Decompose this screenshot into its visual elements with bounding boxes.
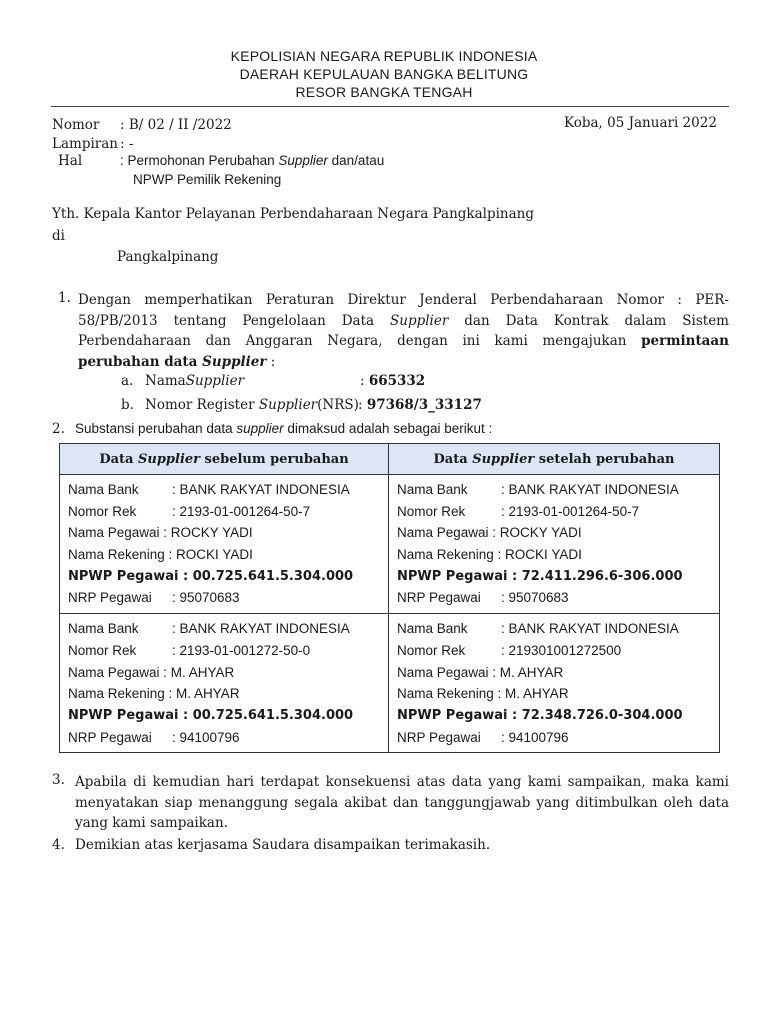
pegawai-line: Nama Pegawai : ROCKY YADI xyxy=(397,525,582,541)
item-1a-number: a. xyxy=(121,373,134,389)
item-1b-value: : 97368/3_33127 xyxy=(358,397,482,413)
cell-before-2 xyxy=(60,614,389,753)
pegawai-line: Nama Pegawai : M. AHYAR xyxy=(397,664,564,680)
item-4-number: 4. xyxy=(52,837,65,853)
item-1b-number: b. xyxy=(121,397,134,413)
addressee-line-1: Yth. Kepala Kantor Pelayanan Perbendaharaan Negara Pangkalpinang xyxy=(52,206,534,222)
bank-line: Nama Bank : BANK RAKYAT INDONESIA xyxy=(68,621,350,637)
rekening-line: Nama Rekening : M. AHYAR xyxy=(68,686,240,702)
table-row xyxy=(60,614,720,753)
item-3-paragraph: Apabila di kemudian hari terdapat konsekuensi atas data yang kami sampaikan, maka kami menyatakan siap menanggung segala akibat dan tanggungjawab yang ditimbulkan oleh data yang kami sampaikan. xyxy=(75,774,729,831)
nrp-line: NRP Pegawai : 95070683 xyxy=(68,590,240,606)
rekening-line: Nama Rekening : ROCKI YADI xyxy=(397,547,582,563)
rekening-line: Nama Rekening : M. AHYAR xyxy=(397,686,569,702)
letterhead-line-2: DAERAH KEPULAUAN BANGKA BELITUNG xyxy=(239,66,529,82)
place-date: Koba, 05 Januari 2022 xyxy=(564,115,717,131)
nrp-line: NRP Pegawai : 94100796 xyxy=(397,729,569,745)
pegawai-line: Nama Pegawai : ROCKY YADI xyxy=(68,525,253,541)
npwp-line: NPWP Pegawai : 72.411.296.6-306.000 xyxy=(397,568,683,584)
hal-value-line-1: : Permohonan Perubahan Supplier dan/atau xyxy=(120,153,385,168)
item-1-number: 1. xyxy=(58,290,71,306)
rek-line: Nomor Rek : 2193-01-001264-50-7 xyxy=(397,503,640,519)
item-1b-label: Nomor Register Supplier(NRS) xyxy=(145,397,359,413)
table-row xyxy=(60,475,720,614)
addressee-line-2: di xyxy=(52,228,65,244)
rek-line: Nomor Rek : 219301001272500 xyxy=(397,642,622,658)
nomor-label: Nomor xyxy=(52,117,100,133)
item-1a-value: : 665332 xyxy=(360,373,426,389)
bank-line: Nama Bank : BANK RAKYAT INDONESIA xyxy=(68,482,350,497)
header-before: Data Supplier sebelum perubahan xyxy=(60,444,389,475)
letterhead-divider xyxy=(51,106,729,107)
table-header-row xyxy=(60,444,720,475)
item-1a-label: NamaSupplier xyxy=(145,373,245,389)
nomor-value: : B/ 02 / II /2022 xyxy=(120,117,232,133)
rek-line: Nomor Rek : 2193-01-001264-50-7 xyxy=(68,503,311,519)
supplier-change-table xyxy=(59,443,720,753)
cell-after-1 xyxy=(389,475,720,614)
npwp-line: NPWP Pegawai : 00.725.641.5.304.000 xyxy=(68,707,354,723)
cell-before-1 xyxy=(60,475,389,614)
nrp-line: NRP Pegawai : 94100796 xyxy=(68,729,240,745)
npwp-line: NPWP Pegawai : 00.725.641.5.304.000 xyxy=(68,568,354,584)
bank-line: Nama Bank : BANK RAKYAT INDONESIA xyxy=(397,621,679,637)
item-3-number: 3. xyxy=(52,772,65,788)
npwp-line: NPWP Pegawai : 72.348.726.0-304.000 xyxy=(397,707,683,723)
addressee-line-3: Pangkalpinang xyxy=(117,249,219,265)
lampiran-label: Lampiran xyxy=(52,136,118,152)
letterhead-line-3: RESOR BANGKA TENGAH xyxy=(295,84,473,100)
item-4-text: Demikian atas kerjasama Saudara disampaikan terimakasih. xyxy=(75,837,491,853)
pegawai-line: Nama Pegawai : M. AHYAR xyxy=(68,664,235,680)
hal-label: Hal xyxy=(58,153,83,169)
rekening-line: Nama Rekening : ROCKI YADI xyxy=(68,547,253,563)
lampiran-value: : - xyxy=(120,136,134,152)
hal-value-line-2: NPWP Pemilik Rekening xyxy=(133,172,282,187)
item-1-paragraph: Dengan memperhatikan Peraturan Direktur Jenderal Perbendaharaan Nomor : PER-58/PB/2013 tentang Pengelolaan Data Supplier dan Data Kontrak dalam Sistem Perbendaharaan dan Anggaran Negara, dengan ini kami mengajukan permintaan perubahan data Supplier : xyxy=(78,292,729,370)
item-2-number: 2. xyxy=(52,421,65,437)
header-after: Data Supplier setelah perubahan xyxy=(389,444,720,475)
cell-after-2 xyxy=(389,614,720,753)
nrp-line: NRP Pegawai : 95070683 xyxy=(397,590,569,606)
bank-line: Nama Bank : BANK RAKYAT INDONESIA xyxy=(397,482,679,497)
item-2-text: Substansi perubahan data supplier dimaksud adalah sebagai berikut : xyxy=(75,421,493,436)
letterhead-line-1: KEPOLISIAN NEGARA REPUBLIK INDONESIA xyxy=(230,48,538,64)
rek-line: Nomor Rek : 2193-01-001272-50-0 xyxy=(68,642,311,658)
